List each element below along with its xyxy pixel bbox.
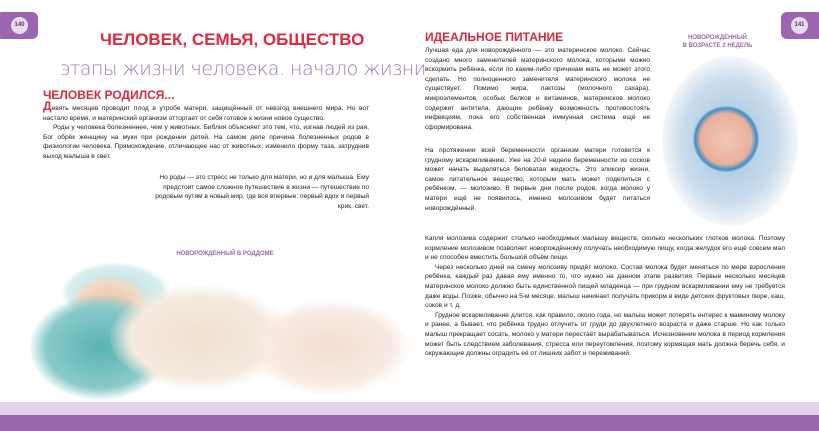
page-tab-left xyxy=(0,12,38,39)
paragraph: Лучшая еда для новорождённого — это материнское молоко. Сейчас создано много заменителей материнского молока, которыми можно вскормить ребёнка, если по каким-либо причинам мать не может этого сделать. Но полноценного заменителя материнского молока не существует. Помимо жира, лактозы (молочного сахара), микроэлементов, особых белков и витаминов, материнское молоко содержит антитела, дающие ребёнку возможность противостоять инфекциям, пока его собственная иммунная система ещё не сформирована. xyxy=(425,47,650,131)
caption-right xyxy=(665,34,770,50)
chapter-title: ЧЕЛОВЕК, СЕМЬЯ, ОБЩЕСТВО xyxy=(100,30,365,49)
paragraph: Через несколько дней на смену молозиву придёт молоко. Состав молока будет меняться по мере взросления ребёнка, каждый раз давая ему именно то, что нужно на данном этапе развития. Первые несколько месяцев материнское молоко должно быть единственной пищей младенца — при грудном вскармливании ему не требуется даже воды. Позже, обычно на 5-м месяце, малыш начинает получать прикорм в виде детских фруктовых пюре, каш, соков и т. д. xyxy=(425,263,785,310)
caption-line: НОВОРОЖДЁННЫЙ xyxy=(688,35,747,41)
caption-left: НОВОРОЖДЁННЫЙ В РОДДОМЕ xyxy=(176,251,274,257)
paragraph: евять месяцев проводит плод в утробе матери, защищённый от невзгод внешнего мира. Но вот настало время, и материнский организм отторгает от себя готовое к жизни новое существо. xyxy=(43,105,369,122)
footer-band xyxy=(0,415,819,431)
page-number: 140 xyxy=(11,17,28,34)
heading-born: ЧЕЛОВЕК РОДИЛСЯ... xyxy=(43,88,175,102)
paragraph: Роды у человека болезненнее, чем у животных. Библия объясняет это тем, что, изгнав людей из рая, Бог обрёк женщину на муки при рождении детей. На самом деле причина болезненных родов в физиологии человека. Прямохождение, отличающее нас от животных, изменило форму таза, затруднив выход малыша в свет. xyxy=(43,124,369,160)
page-tab-right xyxy=(781,12,819,39)
paragraph: Но роды — это стресс не только для матери, но и для малыша. Ему предстоит самое сложное путешествие в жизни — путешествие по родовым путям в новый мир, где всё впервые: первый вдох и первый крик, свет. xyxy=(155,174,369,210)
drop-cap: Д xyxy=(43,99,52,113)
paragraph: На протяжении всей беременности организм матери готовится к грудному вскармливанию. Уже на 20-й неделе беременности из сосков может начать выделяться беловатая жидкость. Это эликсир жизни, самое питательное вещество, которым мать может поделиться с ребёнком, — молозиво. В первые дни после родов, когда молоко у матери ещё не появилось, именно молозивом будет питаться новорождённый. xyxy=(425,147,650,212)
left-body xyxy=(43,99,369,162)
section-title: этапы жизни человека. начало жизни xyxy=(60,58,426,80)
footer-band-light xyxy=(0,402,819,415)
paragraph: Капля молозива содержит столько необходимых малышу веществ, сколько нескольких глотков молока. Поэтому кормление молозивом позволяет новорождённому получать необходимую пищу, когда желудок его ещё совсем мал и не способен вместить большой объём пищи. xyxy=(425,235,785,262)
page-number: 141 xyxy=(791,17,808,34)
right-body xyxy=(425,234,785,359)
paragraph: Грудное вскармливание длится, как правило, около года, но малыш может потерять интерес к маминому молоку и ранее, а бывает, что ребёнка трудно отлучить от груди до двухлетнего возраста и даже старше. Но как только малыш прекращает сосать, молоко у матери перестаёт вырабатываться. Исчезновение молока в период кормления может быть следствием заболевания, стресса или переутомления, поэтому кормящая мать должна беречь себя, и окружающие должны оградить её от лишних забот и переживаний. xyxy=(425,311,785,358)
caption-line: В ВОЗРАСТЕ 2 НЕДЕЛЬ xyxy=(682,43,753,49)
heading-ideal-nutrition: ИДЕАЛЬНОЕ ПИТАНИЕ xyxy=(425,30,564,44)
